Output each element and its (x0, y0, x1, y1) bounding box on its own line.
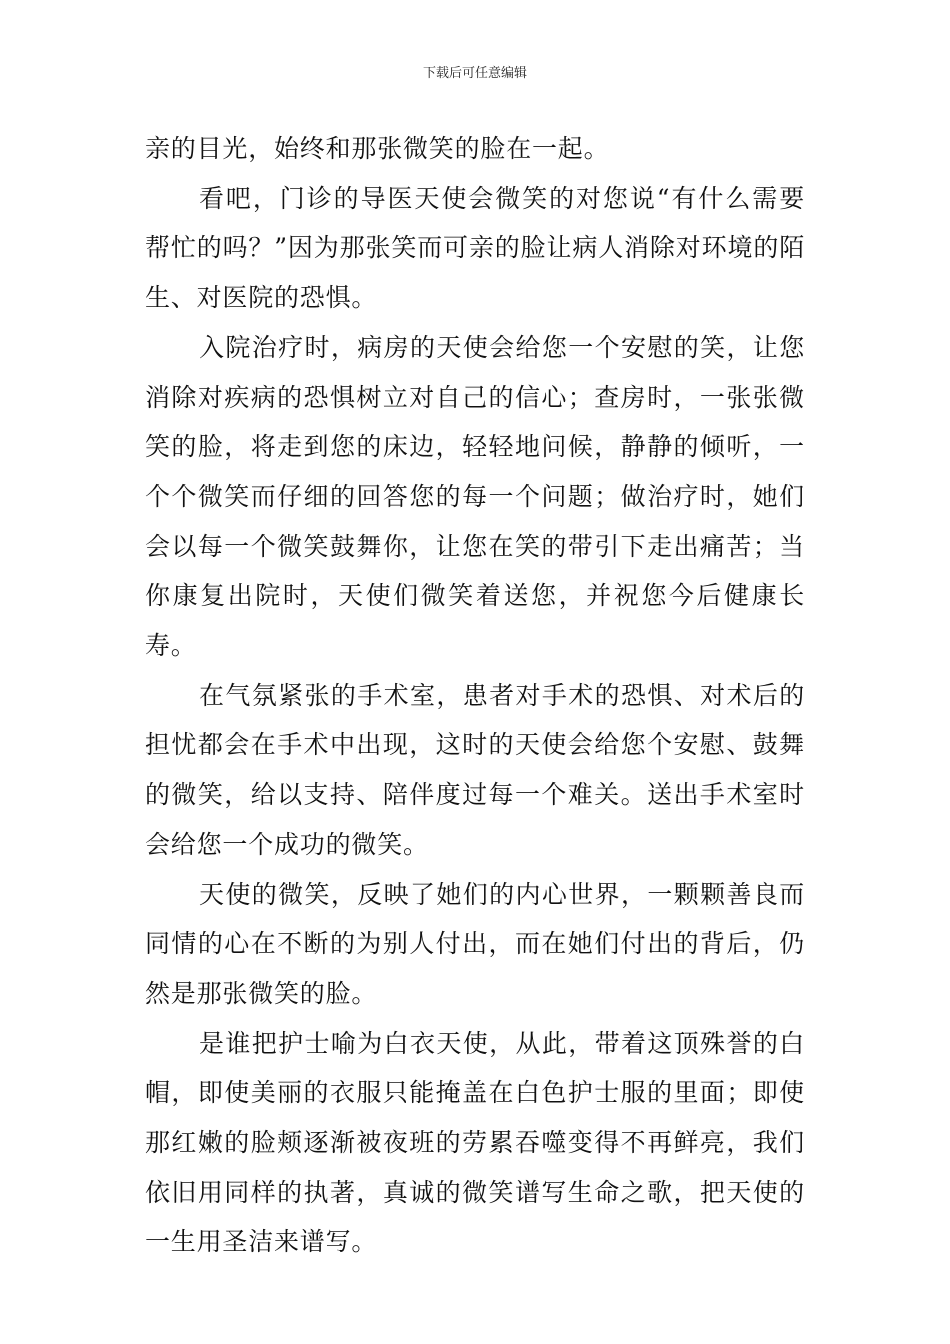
page-header: 下载后可任意编辑 (422, 66, 527, 81)
paragraph-6: 是谁把护士喻为白衣天使，从此，带着这顶殊誉的白帽，即使美丽的衣服只能掩盖在白色护士服的里面；即使那红嫩的脸颊逐渐被夜班的劳累吞噬变得不再鲜亮，我们依旧用同样的执著，真诚的微笑谱写生命之歌，把天使的一生用圣洁来谱写。 (145, 1028, 805, 1257)
paragraph-5: 天使的微笑，反映了她们的内心世界，一颗颗善良而同情的心在不断的为别人付出，而在她们付出的背后，仍然是那张微笑的脸。 (145, 879, 805, 1008)
paragraph-3: 入院治疗时，病房的天使会给您一个安慰的笑，让您消除对疾病的恐惧树立对自己的信心；查房时，一张张微笑的脸，将走到您的床边，轻轻地问候，静静的倾听，一个个微笑而仔细的回答您的每一个问题；做治疗时，她们会以每一个微笑鼓舞你，让您在笑的带引下走出痛苦；当你康复出院时，天使们微笑着送您，并祝您今后健康长寿。 (145, 332, 805, 661)
paragraph-4: 在气氛紧张的手术室，患者对手术的恐惧、对术后的担忧都会在手术中出现，这时的天使会给您个安慰、鼓舞的微笑，给以支持、陪伴度过每一个难关。送出手术室时会给您一个成功的微笑。 (145, 680, 805, 859)
paragraph-2: 看吧，门诊的导医天使会微笑的对您说“有什么需要帮忙的吗？”因为那张笑而可亲的脸让病人消除对环境的陌生、对医院的恐惧。 (145, 183, 805, 313)
paragraph-1: 亲的目光，始终和那张微笑的脸在一起。 (145, 134, 610, 163)
document-body (145, 124, 805, 1267)
